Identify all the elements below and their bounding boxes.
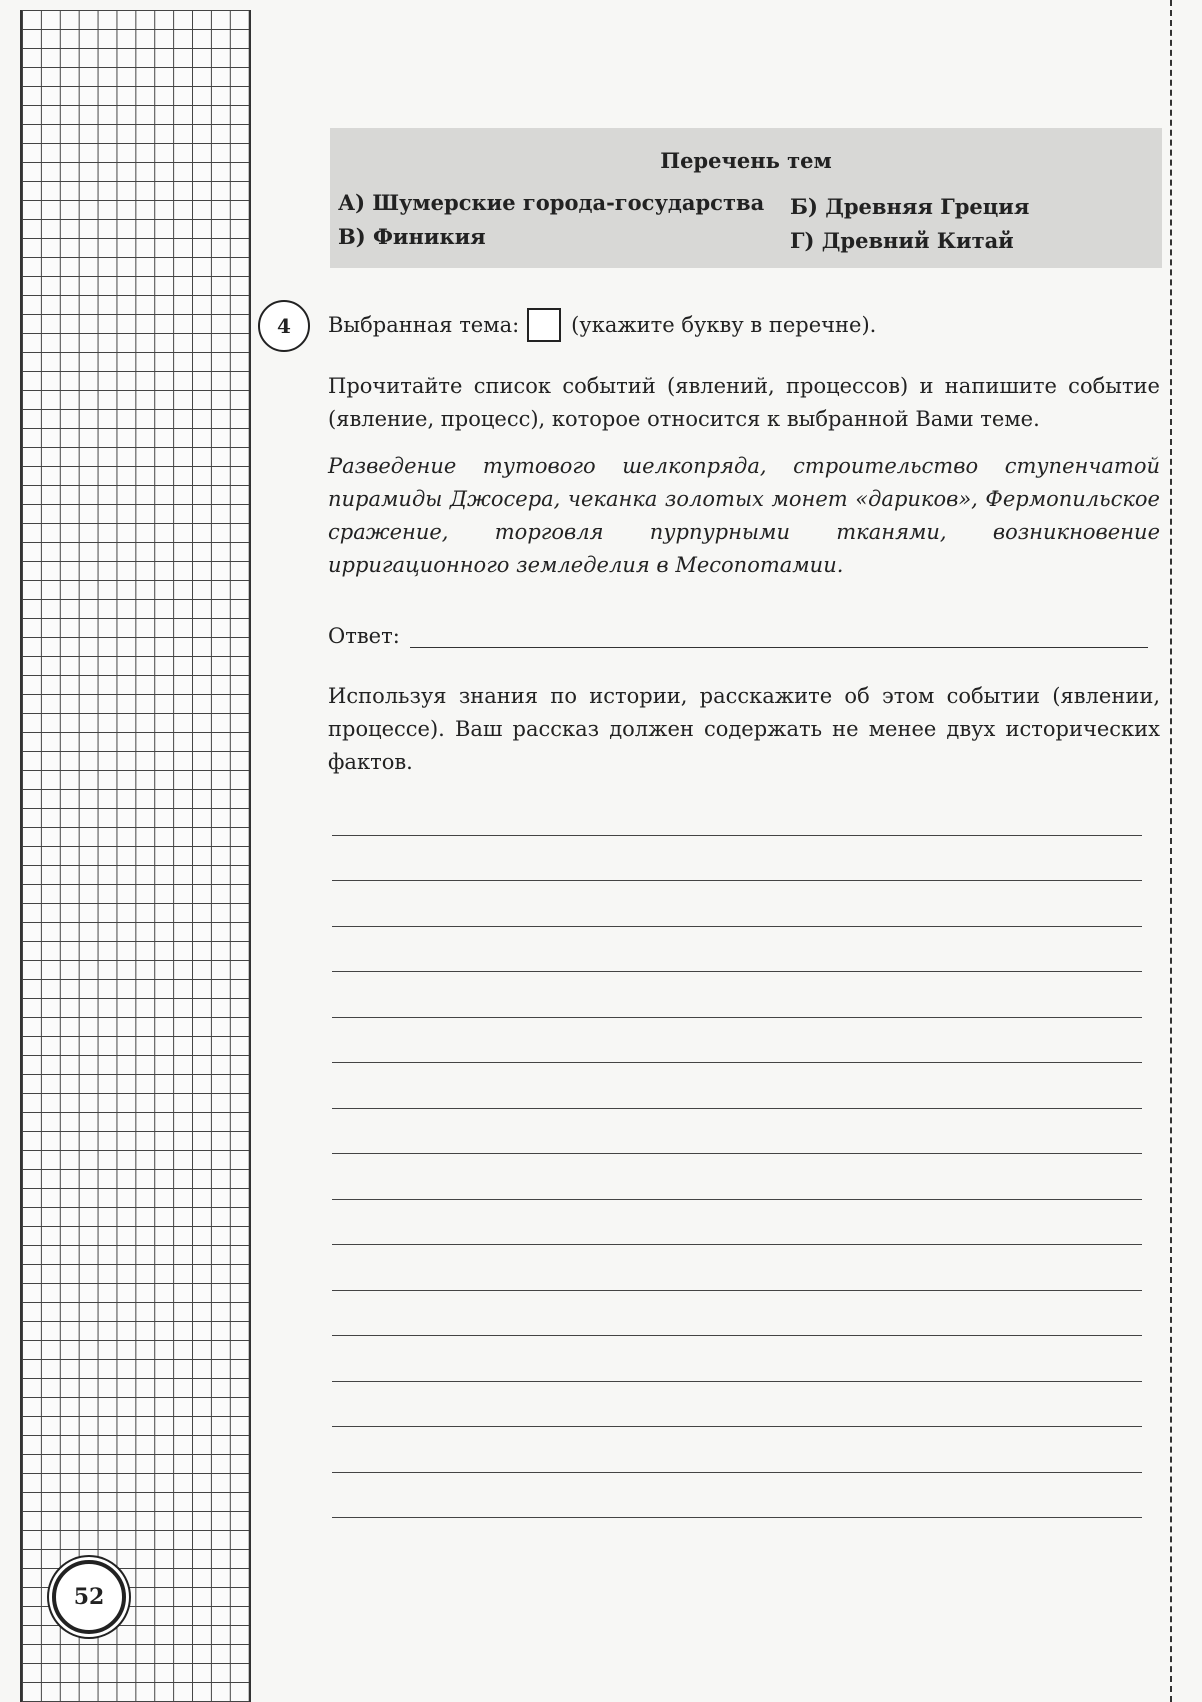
instruction-text: Прочитайте список событий (явлений, процессов) и напишите событие (явление, процесс), которое относится к выбранной Вами теме. <box>328 374 1160 431</box>
topics-title: Перечень тем <box>660 148 832 173</box>
writing-line[interactable] <box>332 1063 1142 1109</box>
writing-line[interactable] <box>332 881 1142 927</box>
writing-line[interactable] <box>332 1245 1142 1291</box>
writing-line[interactable] <box>332 972 1142 1018</box>
topic-v: В) Финикия <box>338 224 486 249</box>
chosen-topic-label: Выбранная тема: <box>328 313 520 337</box>
topic-a: А) Шумерские города-государства <box>338 190 765 215</box>
cut-line <box>1170 0 1172 1702</box>
answer-row <box>328 612 1148 648</box>
topic-b: Б) Древняя Греция <box>790 194 1030 219</box>
task-number: 4 <box>258 300 310 352</box>
writing-line[interactable] <box>332 836 1142 882</box>
answer-line[interactable] <box>410 623 1148 648</box>
topics-box <box>330 128 1162 268</box>
writing-lines[interactable] <box>332 790 1142 1518</box>
writing-line[interactable] <box>332 790 1142 836</box>
grid-margin <box>20 10 251 1702</box>
writing-line[interactable] <box>332 1291 1142 1337</box>
writing-line[interactable] <box>332 927 1142 973</box>
answer-label: Ответ: <box>328 624 400 648</box>
story-instruction: Используя знания по истории, расскажите об этом событии (явлении, процессе). Ваш рассказ должен содержать не менее двух исторических фактов. <box>328 684 1160 774</box>
writing-line[interactable] <box>332 1154 1142 1200</box>
chosen-topic-box[interactable] <box>527 308 561 342</box>
page-number: 52 <box>52 1560 126 1634</box>
topic-g: Г) Древний Китай <box>790 228 1014 253</box>
chosen-topic-row <box>328 308 876 342</box>
writing-line[interactable] <box>332 1200 1142 1246</box>
writing-line[interactable] <box>332 1109 1142 1155</box>
writing-line[interactable] <box>332 1473 1142 1519</box>
chosen-topic-hint: (укажите букву в перечне). <box>571 313 877 337</box>
writing-line[interactable] <box>332 1018 1142 1064</box>
writing-line[interactable] <box>332 1336 1142 1382</box>
events-list: Разведение тутового шелкопряда, строительство ступенчатой пирамиды Джосера, чеканка золотых монет «дариков», Фермопильское сражение, торговля пурпурными тканями, возникновение ирригационного земледелия в Месопотамии. <box>328 454 1160 577</box>
writing-line[interactable] <box>332 1382 1142 1428</box>
writing-line[interactable] <box>332 1427 1142 1473</box>
